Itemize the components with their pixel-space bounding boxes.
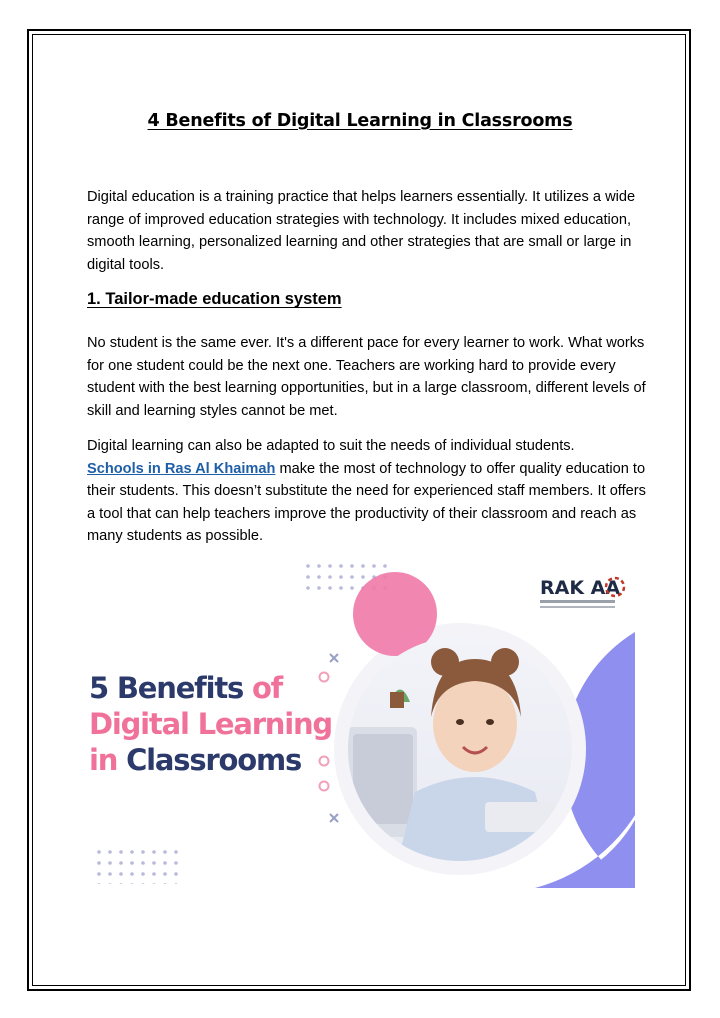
schools-link[interactable]: Schools in Ras Al Khaimah — [87, 460, 276, 477]
banner-line3-b: Classrooms — [126, 743, 302, 777]
intro-paragraph: Digital education is a training practice that helps learners essentially. It utilizes a wide range of improved education strategies with technology. It includes mixed education, smooth learning, personalized learning and other strategies that are small or large in digital tools. — [87, 189, 636, 273]
article-banner-image — [85, 552, 635, 888]
logo-tagline-line-2 — [540, 606, 615, 608]
dot-grid-bottom — [90, 844, 180, 884]
svg-text:5 Benefits of — [89, 671, 284, 705]
paragraph-text-after-link: make the most of technology to offer quality education to their students. This doesn’t substitute the need for experienced staff members. It offers a tool that can help teachers improve the productivity of their classroom and reach as many students as possible. — [87, 460, 646, 545]
logo-text: RAK AA — [540, 577, 621, 599]
svg-text:in Classrooms — [89, 743, 301, 777]
banner-line3-a: in — [89, 743, 118, 777]
banner-line2: Digital Learning — [89, 707, 332, 741]
banner-line1-b: of — [251, 671, 283, 705]
logo-tagline-line — [540, 600, 615, 603]
document-title: 4 Benefits of Digital Learning in Classrooms — [147, 111, 573, 131]
section-paragraph-2 — [87, 435, 647, 548]
section-paragraph-1: No student is the same ever. It's a different pace for every learner to work. What works for one student could be the next one. Teachers are working hard to provide every student with the best learning opportunities, but in a large classroom, different levels of skill and learning styles cannot be met. — [87, 335, 646, 419]
section-heading: 1. Tailor-made education system — [87, 290, 342, 308]
paragraph-text-before-link: Digital learning can also be adapted to suit the needs of individual students. — [87, 438, 575, 454]
banner-line1-a: 5 Benefits — [89, 671, 244, 705]
